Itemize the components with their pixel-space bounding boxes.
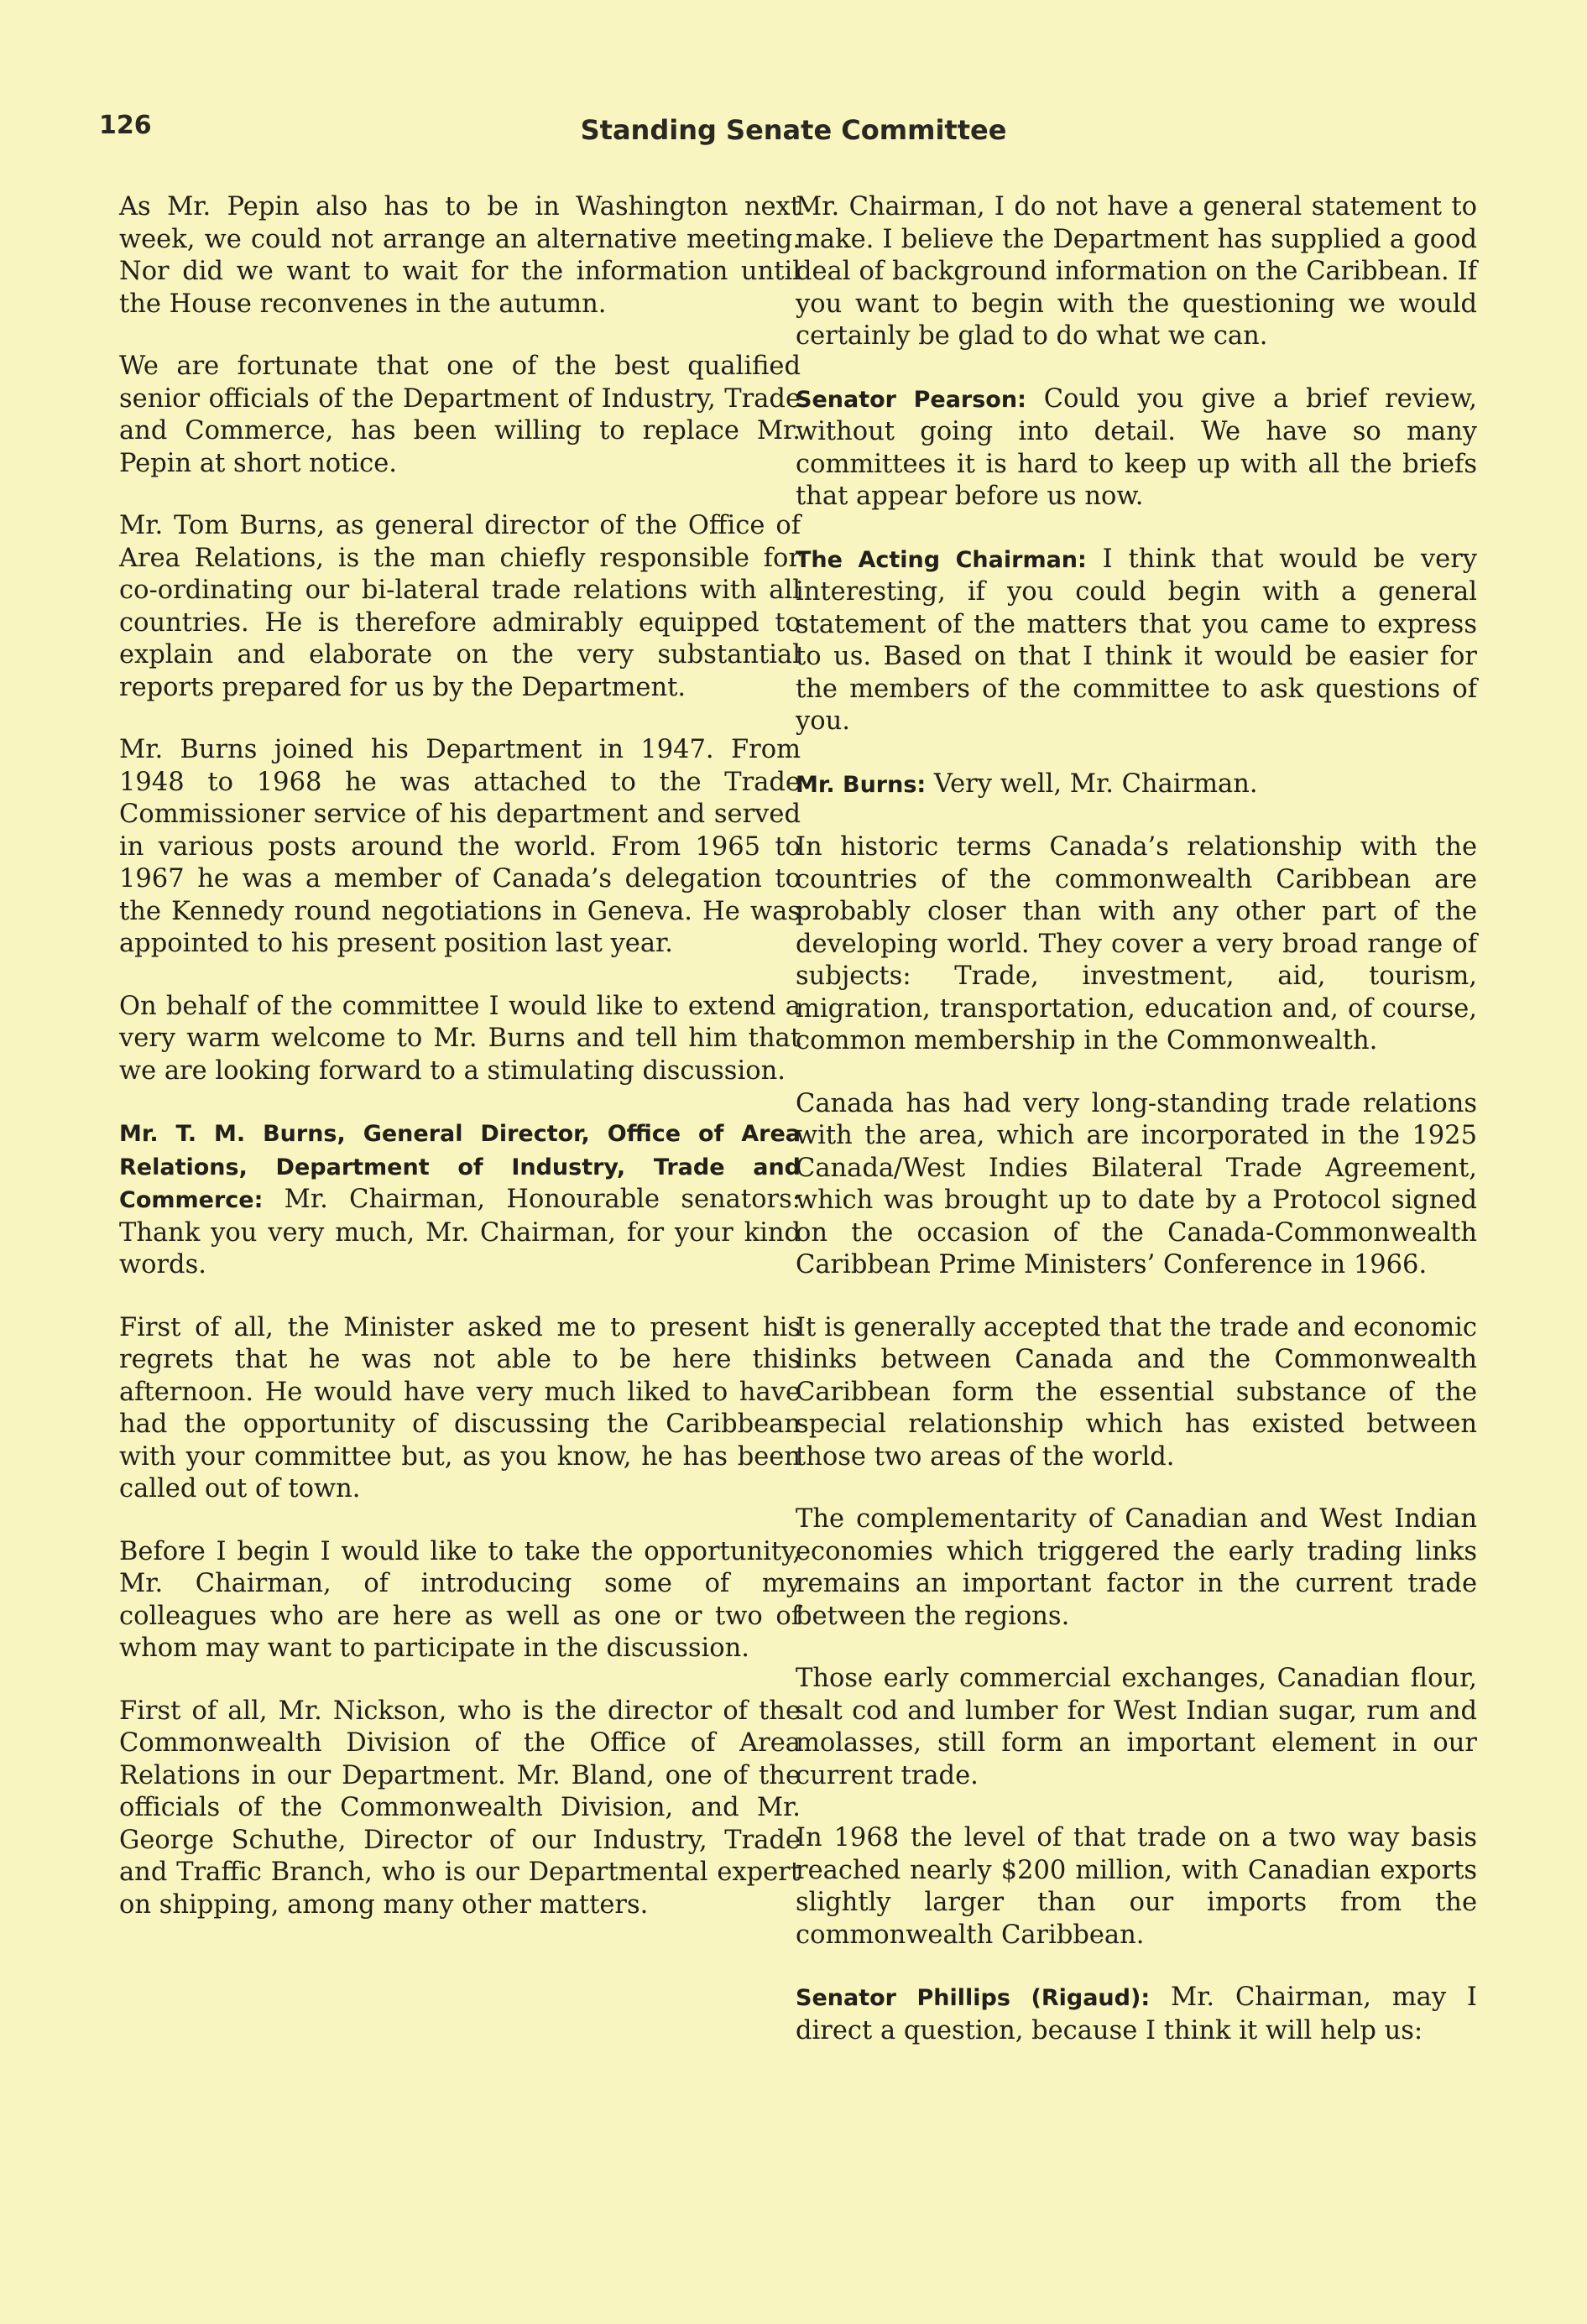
paragraph	[119, 1696, 801, 1922]
paragraph	[796, 1822, 1477, 1951]
paragraph	[119, 510, 801, 704]
paragraph-text: Canada has had very long-standing trade relations with the area, which are incorporated in the 1925 Canada/West Indies Bilateral Trade Agreement, which was brought up to date by a Protocol signed on the occasion of the Canada-Commonwealth Caribbean Prime Ministers’ Conference in 1966.	[796, 1088, 1477, 1279]
speaker-label: Senator Pearson:	[796, 386, 1026, 413]
paragraph-text: First of all, the Minister asked me to present his regrets that he was not able to be here this afternoon. He would have very much liked to have had the opportunity of discussing the Caribbean with your committee but, as you know, he has been called out of town.	[119, 1312, 801, 1503]
paragraph	[796, 191, 1477, 353]
paragraph-text: As Mr. Pepin also has to be in Washington next week, we could not arrange an alternative meeting. Nor did we want to wait for the information until the House reconvenes in the autumn.	[119, 192, 801, 319]
paragraph	[796, 1088, 1477, 1282]
running-head: Standing Senate Committee	[580, 114, 1007, 146]
paragraph-text: In historic terms Canada’s relationship with the countries of the commonwealth Caribbean are probably closer than with any other part of the developing world. They cover a very broad range of subjects: Trade, investment, aid, tourism, migration, transportation, education and, of course, common membership in the Commonwealth.	[796, 832, 1477, 1055]
paragraph-text: I think that would be very interesting, if you could begin with a general statement of the matters that you came to express to us. Based on that I think it would be easier for the members of the committee to ask questions of you.	[796, 544, 1478, 736]
paragraph-text: First of all, Mr. Nickson, who is the director of the Commonwealth Division of the Office of Area Relations in our Department. Mr. Bland, one of the officials of the Commonwealth Division, and Mr. George Schuthe, Director of our Industry, Trade and Traffic Branch, who is our Departmental expert on shipping, among many other matters.	[119, 1696, 801, 1920]
paragraph-text: Mr. Chairman, may I direct a question, because I think it will help us:	[796, 1983, 1477, 2045]
paragraph-text: It is generally accepted that the trade and economic links between Canada and the Commonwealth Caribbean form the essential substance of the special relationship which has existed between those two areas of the world.	[796, 1312, 1477, 1472]
paragraph-text: On behalf of the committee I would like to extend a very warm welcome to Mr. Burns and tell him that we are looking forward to a stimulating discussion.	[119, 991, 801, 1086]
speaker-label: The Acting Chairman:	[796, 546, 1087, 573]
right-column	[796, 191, 1477, 2077]
paragraph	[796, 1663, 1477, 1792]
page-header	[99, 111, 1488, 153]
paragraph	[119, 351, 801, 480]
paragraph-text: Before I begin I would like to take the opportunity, Mr. Chairman, of introducing some of my colleagues who are here as well as one or two of whom may want to participate in the discussion.	[119, 1536, 801, 1663]
paragraph	[796, 383, 1477, 513]
paragraph	[119, 1118, 801, 1282]
paragraph-text: Those early commercial exchanges, Canadian flour, salt cod and lumber for West Indian sugar, rum and molasses, still form an important element in our current trade.	[796, 1664, 1477, 1790]
paragraph-text: Mr. Tom Burns, as general director of the Office of Area Relations, is the man chiefly responsible for co-ordinating our bi-lateral trade relations with all countries. He is therefore admirably equipped to explain and elaborate on the very substantial reports prepared for us by the Department.	[119, 511, 801, 702]
paragraph	[119, 991, 801, 1088]
paragraph	[119, 1536, 801, 1665]
paragraph	[119, 191, 801, 320]
speaker-label: Mr. T. M. Burns, General Director, Office of Area Relations, Department of Industry, Trade and Commerce:	[119, 1121, 801, 1213]
paragraph	[796, 1503, 1477, 1633]
paragraph-text: Mr. Burns joined his Department in 1947. From 1948 to 1968 he was attached to the Trade Commissioner service of his department and served in various posts around the world. From 1965 to 1967 he was a member of Canada’s delegation to the Kennedy round negotiations in Geneva. He was appointed to his present position last year.	[119, 735, 801, 958]
speaker-label: Senator Phillips (Rigaud):	[796, 1985, 1151, 2011]
paragraph	[796, 1982, 1477, 2047]
paragraph	[796, 769, 1477, 802]
paragraph-text: We are fortunate that one of the best qualified senior officials of the Department of Industry, Trade and Commerce, has been willing to replace Mr. Pepin at short notice.	[119, 352, 801, 478]
paragraph-text: In 1968 the level of that trade on a two way basis reached nearly $200 million, with Canadian exports slightly larger than our imports from the commonwealth Caribbean.	[796, 1823, 1477, 1950]
paragraph-text: Very well, Mr. Chairman.	[933, 769, 1258, 799]
paragraph-text: Could you give a brief review, without going into detail. We have so many committees it is hard to keep up with all the briefs that appear before us now.	[796, 383, 1478, 511]
paragraph	[119, 734, 801, 961]
speaker-label: Mr. Burns:	[796, 771, 927, 798]
paragraph	[796, 831, 1477, 1058]
paragraph	[796, 544, 1477, 738]
paragraph	[119, 1312, 801, 1506]
paragraph-text: Mr. Chairman, Honourable senators: Thank you very much, Mr. Chairman, for your kind words.	[119, 1185, 801, 1279]
paragraph-text: The complementarity of Canadian and West Indian economies which triggered the early trading links remains an important factor in the current trade between the regions.	[796, 1504, 1477, 1631]
paragraph	[796, 1312, 1477, 1474]
left-column	[119, 191, 801, 1951]
page-number: 126	[99, 111, 152, 140]
paragraph-text: Mr. Chairman, I do not have a general statement to make. I believe the Department has supplied a good deal of background information on the Caribbean. If you want to begin with the questioning we would certainly be glad to do what we can.	[796, 192, 1477, 351]
